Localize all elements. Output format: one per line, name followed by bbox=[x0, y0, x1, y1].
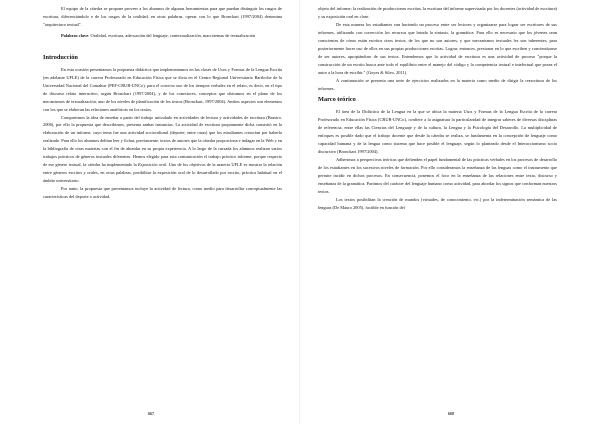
keywords-text: : Oralidad, escritura, adecuación del lenguaje, contextualización, macrotemas de textualización bbox=[88, 32, 256, 38]
section-title-introduccion: Introducción bbox=[43, 53, 78, 61]
intro-body-paragraph-3: Por tanto, la propuesta que presentamos incluye la actividad de lectura, como medio para desarrollar conceptualmente las características del deporte o actividad, bbox=[43, 186, 282, 200]
left-body-block bbox=[43, 66, 282, 201]
right-top-block bbox=[318, 5, 557, 92]
marco-paragraph-3: Los textos posibilitan la creación de mundos (virtuales, de conocimiento, etc.) por la indeterminación semántica de las lenguas (De Mauro 2005), factible en función del bbox=[318, 196, 557, 210]
right-body-block bbox=[318, 108, 557, 211]
marco-paragraph-1: El área de la Didáctica de la Lengua en la que se ubica la materia Usos y Formas de la Lengua Escrita de la carrera Profesorado en Educación Física (CRUB-UNCo), confiere a la asignatura la particularidad de integrar saberes de diversas disciplinas de referencia, entre ellas las Ciencias del Lenguaje y de la cultura, la Lengua y la Psicología del Desarrollo. La multiplicidad de enfoques es posible dado que el trabajo docente que desde la cátedra se realiza, se fundamenta en la concepción de lenguaje como capacidad humana y de la lengua como sistema que hace posible el lenguaje, según lo planteado desde el Interaccionismo socio discursivo (Bronckart 1997/2004). bbox=[318, 109, 557, 155]
page-number-right: 668 bbox=[448, 411, 454, 416]
intro-body-paragraph-2 bbox=[43, 114, 282, 186]
keywords-paragraph bbox=[43, 32, 282, 40]
paragraph-2-part-b: . Uno de los objetivos de la materia UFLE es mostrar la relación entre géneros escritos y orales, en otras palabras, posibilitar la exposición oral de lo desarrollado por escrito, práctica habitual en el ámbito universitario. bbox=[43, 162, 282, 184]
section-title-marco-teorico: Marco teórico bbox=[318, 96, 356, 104]
keywords-label: Palabras clave bbox=[61, 32, 89, 38]
right-page bbox=[300, 0, 600, 424]
continued-paragraph: objeto del informe; la realización de producciones escritas, la escritura del informe supervisada por los docentes (actividad de escritura) y su exposición oral en clase. bbox=[318, 6, 557, 19]
intro-paragraph: El equipo de la cátedra se propone proveer a los alumnos de algunas herramientas para que puedan distinguir los rasgos de escritura, diferenciándolo e de los rasgos de la oralidad, en otras palabras, operar con lo que Bronckart (1997/2004) denomina "arquitectura textual". bbox=[43, 6, 282, 27]
intro-body-paragraph-1: En esta ocasión presentamos la propuesta didáctica que implementamos en las clases de Usos y Formas de la Lengua Escrita (en adelante UFLE) de la carrera Profesorado en Educación Física que se dicta en el Centro Regional Universitario Bariloche de la Universidad Nacional del Comahue (PEF-CRUB-UNCo), para el correcto uso de los tiempos verbales en el relato, es decir, en el tipo de discurso relato interactivo, según Bronckart (1997/2004), y de los conectores, conceptos que ubicamos en el plano de los mecanismos de textualización, uno de los niveles de planificación de los textos (Bronckart, 1997/2004). Ambos aspectos son elementos con los que se elaboran las relaciones anafóricas en los textos. bbox=[43, 66, 282, 112]
right-paragraph-1: De esta manera los estudiantes van haciendo un proceso entre ser lectores y organizarse para lograr ser escritores de sus informes, utilizando con corrección los recursos que brinda la sintaxis, la gramática. Para ello es necesario que los jóvenes sean conscientes de cómo están escritos otros textos, de los que no son autores, y que mecanismos textuales les son inherentes, para posteriormente hacer uso de ellos en sus propias producciones escritas. Lograr, entonces, presionar en lo que escriben y concientizarse de ser autores, apropiándose de sus textos. Entendemos que la actividad de escritura es una actividad de proceso "porque la construcción de un escrito busca ante todo el equilibrio entre el manejo del código y la competencia textual e intelectual que posea el autor a la hora de escribir." (Goyes & Sileo, 2011). bbox=[318, 21, 557, 75]
marco-paragraph-2: Adherimos a perspectivas teóricas que defienden el papel fundamental de las prácticas verbales en los procesos de desarrollo de los estudiantes en los sucesivos niveles de formación. Por ello consideramos la enseñanza de las lenguas como el instrumento que permite incidir en dichos procesos. En consecuencia, ponemos el foco en la enseñanza de las relaciones entre texto, discurso y enseñanza de la gramática. Partimos del carácter del lenguaje humano como actividad, para abordar los signos que conforman nuestros textos. bbox=[318, 157, 557, 195]
left-text-block bbox=[43, 5, 282, 40]
right-paragraph-2: A continuación se presenta una serie de ejercicios realizados en la materia como medio de dirigir la reescritura de los informes. bbox=[318, 77, 557, 91]
page-number-left: 667 bbox=[148, 411, 154, 416]
paragraph-2-part-a: Compartimos la idea de enseñar a partir del trabajo articulado en actividades de lectura y actividades de escritura (Bassiro, 2006), por ello la propuesta que describimos, presenta ambas instancias. La actividad de escritura propiamente dicha consistió en la elaboración de un informe, cuyo tema fue una actividad sociocultural (deporte, entre otras) que los estudiantes conocían por haberla realizado. Para ello los alumnos debían leer y fichar, previamente, textos de autores que la cátedra proporciona e indagar en la Web y en la bibliografía de otras materias con el fin de ahondar en su propia experiencia. A lo largo de la cursada los alumnos realizan varios trabajos prácticos de géneros textuales diferentes. Hemos elegido para esta comunicación el trabajo práctico informe, porque respecto de ese género textual, la cátedra ha implementado la bbox=[43, 114, 282, 168]
paragraph-2-italic: Exposición oral bbox=[138, 162, 167, 168]
